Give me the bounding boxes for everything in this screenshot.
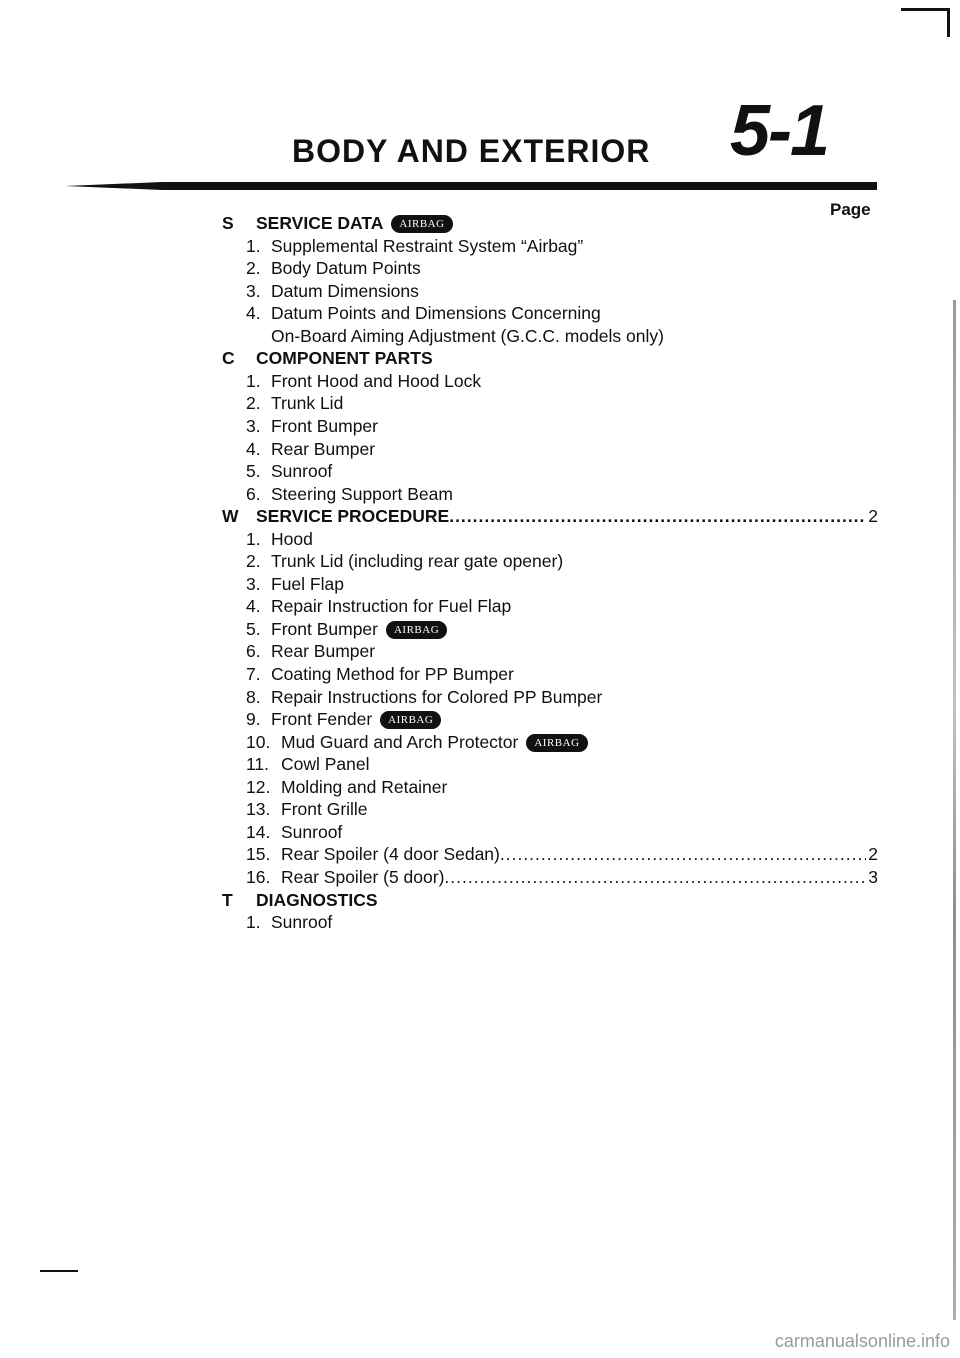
item-text: Rear Spoiler (4 door Sedan) (281, 844, 500, 865)
item-text: Sunroof (271, 461, 333, 482)
item-text: Coating Method for PP Bumper (271, 664, 514, 684)
page-number: 3 (868, 866, 878, 887)
item-number: 16. (246, 866, 271, 887)
toc-item (246, 460, 332, 482)
item-number: 6. (246, 641, 261, 662)
toc-item (246, 640, 375, 662)
item-text: Repair Instruction for Fuel Flap (271, 596, 512, 617)
section-heading (222, 505, 878, 527)
airbag-badge: AIRBAG (386, 621, 447, 639)
item-number: 4. (246, 438, 261, 459)
item-number: 3. (246, 573, 261, 594)
toc-item (246, 528, 313, 550)
watermark-text: carmanualsonline.info (774, 1331, 950, 1351)
toc-item (246, 618, 447, 640)
item-number: 8. (246, 686, 261, 707)
item-number: 5. (246, 461, 261, 482)
item-text: On-Board Aiming Adjustment (G.C.C. models only) (271, 325, 664, 346)
toc-item (246, 731, 588, 753)
toc-item (246, 708, 441, 730)
item-text: Repair Instructions for Colored PP Bumper (271, 686, 603, 707)
item-number: 4. (246, 303, 261, 324)
dot-leader (449, 505, 866, 527)
toc-item (246, 438, 375, 460)
toc-item (246, 483, 453, 505)
item-text: Steering Support Beam (271, 483, 453, 504)
item-number: 12. (246, 776, 271, 797)
dot-leader (444, 866, 866, 888)
header-rule (65, 182, 877, 190)
page-number: 2 (868, 844, 878, 865)
item-text: Rear Bumper (271, 438, 376, 459)
section-title: COMPONENT PARTS (256, 348, 433, 369)
section-heading (222, 212, 453, 234)
toc-item (246, 686, 602, 708)
toc-item (246, 370, 481, 392)
item-number: 11. (246, 754, 270, 775)
item-text: Rear Bumper (271, 641, 376, 662)
toc-item (246, 280, 419, 302)
item-number: 4. (246, 596, 261, 617)
toc-item (246, 392, 343, 414)
toc-item (246, 911, 332, 933)
item-number: 2. (246, 393, 261, 414)
item-number: 14. (246, 821, 271, 842)
item-text: Front Hood and Hood Lock (271, 370, 482, 391)
section-letter: T (222, 889, 233, 910)
item-number: 7. (246, 664, 261, 684)
toc-item (246, 798, 368, 820)
item-number: 9. (246, 709, 261, 730)
item-text: Rear Spoiler (5 door) (281, 866, 445, 887)
dot-leader (500, 843, 866, 865)
section-letter: C (222, 348, 235, 369)
item-text: Mud Guard and Arch Protector (281, 731, 519, 752)
toc-item (246, 753, 370, 775)
item-number: 1. (246, 370, 261, 391)
item-text: Front Bumper (271, 415, 378, 436)
item-number: 15. (246, 844, 271, 865)
item-text: Front Fender (271, 709, 373, 730)
item-text: Trunk Lid (including rear gate opener) (271, 551, 564, 572)
item-number: 3. (246, 415, 261, 436)
airbag-badge: AIRBAG (391, 215, 452, 233)
toc-item (246, 573, 344, 595)
section-heading (222, 889, 378, 911)
item-number: 2. (246, 258, 261, 279)
toc-item (246, 415, 378, 437)
page-header (0, 91, 960, 175)
item-text: Front Bumper (271, 618, 378, 639)
section-title: DIAGNOSTICS (256, 889, 378, 910)
item-number: 1. (246, 912, 261, 933)
toc-item (246, 595, 511, 617)
page-column-header: Page (830, 200, 871, 219)
scan-edge (953, 300, 956, 1320)
item-number: 13. (246, 799, 271, 820)
toc-item (246, 550, 563, 572)
item-text: Body Datum Points (271, 258, 421, 279)
toc-item (246, 302, 601, 324)
airbag-badge: AIRBAG (380, 711, 441, 729)
section-letter: W (222, 506, 239, 527)
toc-item (246, 821, 342, 843)
item-text: Front Grille (281, 799, 368, 820)
item-text: Sunroof (271, 912, 333, 933)
item-number: 10. (246, 731, 271, 752)
toc-item (246, 257, 421, 279)
item-number: 2. (246, 551, 261, 572)
item-number: 1. (246, 528, 261, 549)
item-number: 5. (246, 618, 261, 639)
item-text: Datum Dimensions (271, 280, 419, 301)
section-heading (222, 347, 433, 369)
toc-item (246, 235, 583, 257)
chapter-number: 5-1 (730, 91, 829, 171)
section-title: SERVICE PROCEDURE (256, 506, 450, 527)
item-text: Supplemental Restraint System “Airbag” (271, 235, 584, 256)
item-number: 6. (246, 483, 261, 504)
page-corner-mark (901, 8, 950, 37)
toc-item (246, 843, 878, 865)
section-title: SERVICE DATA (256, 213, 384, 233)
section-letter: S (222, 213, 234, 233)
item-number: 1. (246, 235, 261, 256)
item-text: Datum Points and Dimensions Concerning (271, 303, 601, 324)
item-text: Molding and Retainer (281, 776, 448, 797)
item-text: Cowl Panel (281, 754, 370, 775)
item-text: Hood (271, 528, 313, 549)
toc-item (246, 776, 447, 798)
toc-item (246, 325, 664, 347)
item-number: 3. (246, 280, 261, 301)
item-text: Fuel Flap (271, 573, 344, 594)
airbag-badge: AIRBAG (526, 734, 587, 752)
toc-item (246, 663, 514, 685)
margin-mark (40, 1270, 78, 1272)
item-text: Sunroof (281, 821, 343, 842)
page-number: 2 (868, 506, 878, 527)
toc-item (246, 866, 878, 888)
item-text: Trunk Lid (271, 393, 344, 414)
page-title: BODY AND EXTERIOR (292, 133, 651, 169)
